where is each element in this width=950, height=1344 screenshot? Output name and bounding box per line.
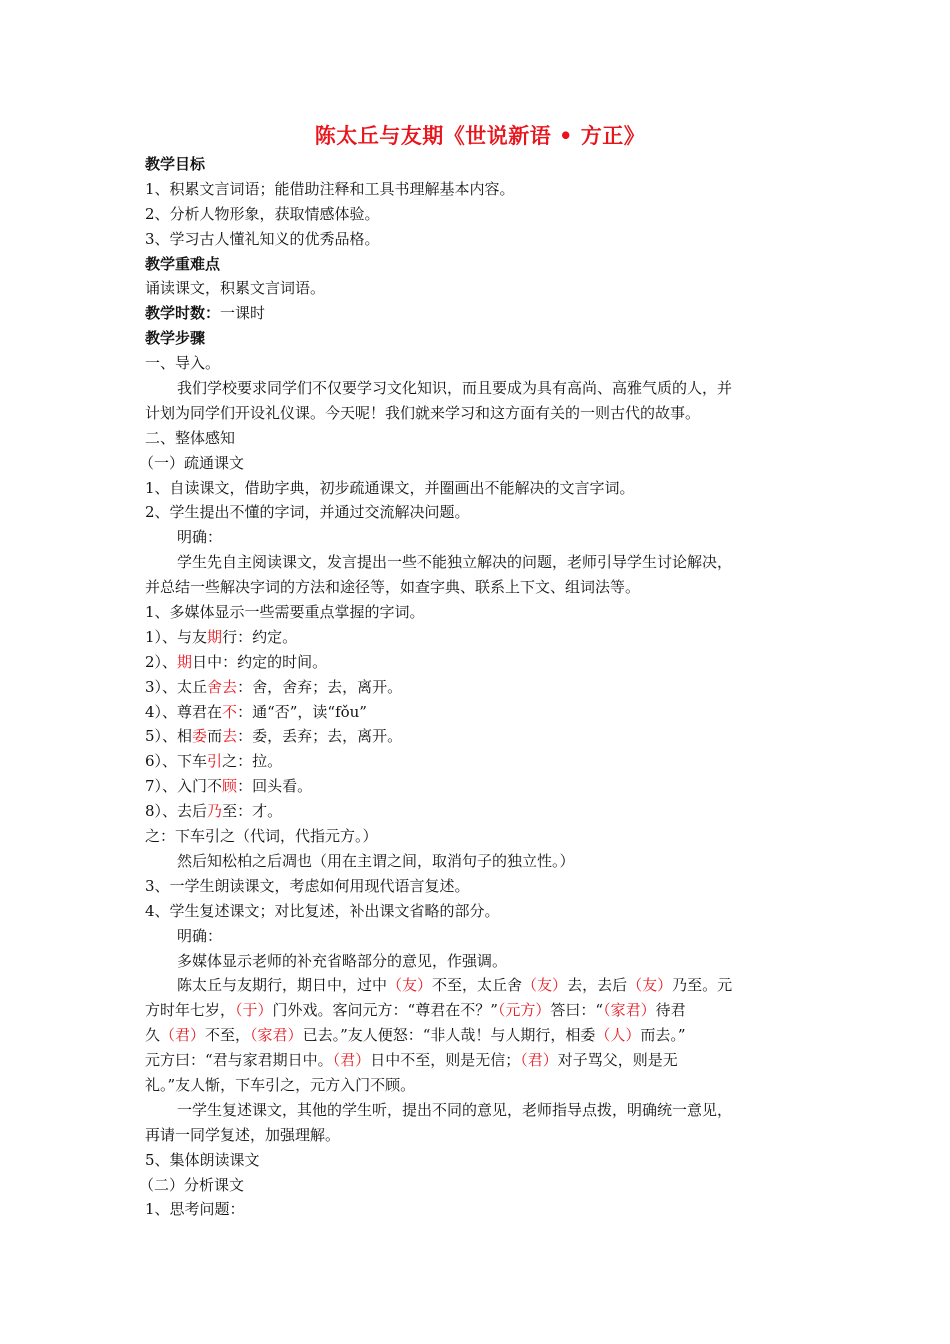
word-item: 1）、与友期行：约定。 <box>145 627 298 646</box>
retell-line-1: 一学生复述课文，其他的学生听，提出不同的意见，老师指导点拨，明确统一意见， <box>177 1100 733 1119</box>
highlight-word: 期 <box>207 627 223 646</box>
supplement-word: （友） <box>627 976 673 995</box>
clarify-paragraph-line-1: 学生先自主阅读课文，发言提出一些不能独立解决的问题，老师引导学生讨论解决， <box>177 553 733 572</box>
teaching-time <box>145 301 815 326</box>
task-5: 5、集体朗读课文 <box>145 1150 260 1169</box>
supplement-word: （君） <box>160 1026 206 1045</box>
highlight-word: 引 <box>207 752 223 771</box>
section-heading-key-points: 教学重难点 <box>145 254 221 273</box>
think-question: 1、思考问题： <box>145 1200 245 1219</box>
supplement-word: （人） <box>595 1026 641 1045</box>
media-supplement: 多媒体显示老师的补充省略部分的意见，作强调。 <box>177 951 508 970</box>
task-1: 1、自读课文，借助字典，初步疏通课文，并圈画出不能解决的文言字词。 <box>145 478 635 497</box>
story-line: 礼。”友人惭，下车引之，元方入门不顾。 <box>145 1075 416 1094</box>
highlight-word: 委 <box>192 727 208 746</box>
section-heading-goals: 教学目标 <box>145 155 206 173</box>
highlight-word: 顾 <box>222 777 238 796</box>
goal-item-1: 1、积累文言词语；能借助注释和工具书理解基本内容。 <box>145 179 515 198</box>
story-text <box>145 973 815 1097</box>
supplement-word: （于） <box>235 1001 273 1020</box>
supplement-word: （家君） <box>603 1001 656 1020</box>
task-3: 3、一学生朗读课文，考虑如何用现代语言复述。 <box>145 876 470 895</box>
goal-item-2: 2、分析人物形象，获取情感体验。 <box>145 204 380 223</box>
intro-paragraph-line-2: 计划为同学们开设礼仪课。今天呢！我们就来学习和这方面有关的一则古代的故事。 <box>145 403 701 422</box>
supplement-word: （元方） <box>497 1001 551 1020</box>
document-title: 陈太丘与友期《世说新语 • 方正》 <box>314 123 646 148</box>
teaching-time-value: 一课时 <box>220 304 266 323</box>
word-item: 2）、期日中：约定的时间。 <box>145 652 328 671</box>
clarify-paragraph-line-2: 并总结一些解决字词的方法和途径等，如查字典、联系上下文、组词法等。 <box>145 578 641 597</box>
highlight-word: 去 <box>222 727 238 746</box>
zhi-usage-1: 之：下车引之（代词，代指元方。） <box>145 827 378 846</box>
word-item: 3）、太丘舍去：舍，舍弃；去，离开。 <box>145 677 403 696</box>
step-overall: 二、整体感知 <box>145 428 236 447</box>
media-words-heading: 1、多媒体显示一些需要重点掌握的字词。 <box>145 603 425 622</box>
highlight-word: 舍去 <box>207 677 238 696</box>
supplement-word: （君） <box>520 1051 558 1070</box>
highlight-word: 不 <box>222 702 238 721</box>
key-points-text: 诵读课文，积累文言词语。 <box>145 279 326 298</box>
word-item: 4）、尊君在不：通“否”，读“fǒu” <box>145 702 367 721</box>
story-line: 方时年七岁，（于）门外戏。客问元方：“尊君在不？”（元方）答曰：“（家君）待君 <box>145 1001 686 1020</box>
task-2: 2、学生提出不懂的字词，并通过交流解决问题。 <box>145 503 470 522</box>
word-item: 7）、入门不顾：回头看。 <box>145 777 313 796</box>
supplement-word: （友） <box>387 976 433 995</box>
subsection-1: （一）疏通课文 <box>139 453 245 472</box>
word-item: 6）、下车引之：拉。 <box>145 752 283 771</box>
zhi-usage-2: 然后知松柏之后凋也（用在主谓之间，取消句子的独立性。） <box>177 851 575 870</box>
supplement-word: （君） <box>332 1051 371 1070</box>
intro-paragraph-line-1: 我们学校要求同学们不仅要学习文化知识，而且要成为具有高尚、高雅气质的人，并 <box>177 379 733 398</box>
highlight-word: 期 <box>177 652 193 671</box>
clarify-label-2: 明确： <box>177 926 223 945</box>
word-item: 8）、去后乃至：才。 <box>145 802 283 821</box>
section-heading-steps: 教学步骤 <box>145 329 206 348</box>
step-intro: 一、导入。 <box>145 354 221 373</box>
subsection-2: （二）分析课文 <box>139 1175 245 1194</box>
goal-item-3: 3、学习古人懂礼知义的优秀品格。 <box>145 229 380 248</box>
teaching-time-label: 教学时数： <box>145 304 221 323</box>
clarify-label-1: 明确： <box>177 528 223 547</box>
story-line: 元方曰：“君与家君期日中。（君）日中不至，则是无信；（君）对子骂父，则是无 <box>145 1051 678 1070</box>
story-line: 久（君）不至，（家君）已去。”友人便怒：“非人哉！与人期行，相委（人）而去。” <box>145 1026 686 1045</box>
highlight-word: 乃 <box>207 802 223 821</box>
story-line: 陈太丘与友期行，期日中，过中（友）不至，太丘舍（友）去，去后（友）乃至。元 <box>177 976 733 995</box>
task-4: 4、学生复述课文；对比复述，补出课文省略的部分。 <box>145 901 500 920</box>
supplement-word: （家君） <box>250 1026 303 1045</box>
word-item: 5）、相委而去：委，丢弃；去，离开。 <box>145 727 403 746</box>
retell-line-2: 再请一同学复述，加强理解。 <box>145 1125 341 1144</box>
document-page <box>139 122 815 1222</box>
supplement-word: （友） <box>522 976 568 995</box>
